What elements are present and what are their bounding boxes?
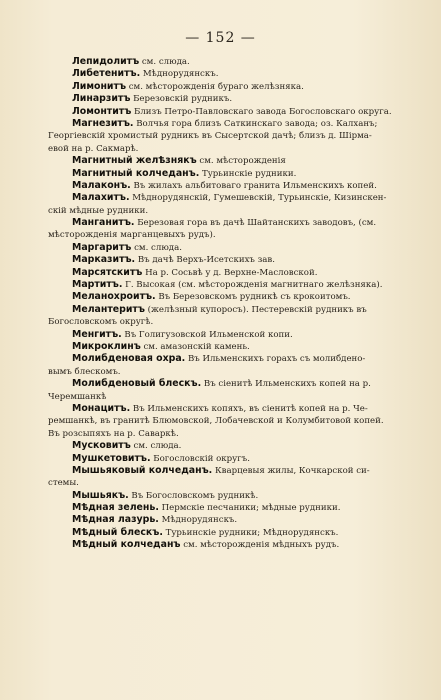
mineral-term: Маргаритъ (72, 241, 132, 253)
mineral-term: Лепидолитъ (72, 56, 140, 67)
entry-line (48, 353, 408, 365)
mineral-term: Мѣдный блескъ. (72, 526, 163, 538)
mineral-term: Микроклинъ (72, 340, 141, 352)
entry-line (48, 539, 408, 551)
mineral-term: Мѣдная лазурь. (72, 514, 159, 526)
entry-line (48, 341, 408, 353)
entry-text: Пермскіе песчаники; мѣдные рудники. (161, 503, 341, 514)
page-number: — 152 — (185, 30, 256, 46)
mineral-term: Меланохроитъ. (72, 291, 156, 303)
entry-text: см. амазонскій камень. (143, 341, 250, 352)
entry-text: стемы. (48, 478, 79, 489)
entry-line (48, 378, 408, 390)
entry-continuation (48, 229, 408, 241)
mineral-term: Менгитъ. (72, 328, 122, 340)
entry-line (48, 329, 408, 341)
entry-text: Въ сіенитѣ Ильменскихъ копей на р. (203, 379, 371, 390)
mineral-term: Мушкетовитъ. (72, 452, 151, 464)
entry-text: Мѣднорудянскій, Гумешевскій, Турьинскіе, Кизинскен- (132, 193, 387, 204)
entry-text: Мѣднорудянскъ. (161, 515, 238, 526)
entry-continuation (48, 143, 408, 155)
mineral-term: Мѣдная зелень. (72, 502, 159, 514)
mineral-term: Лимонитъ (72, 80, 126, 92)
entry-continuation (48, 391, 408, 403)
entry-line (48, 291, 408, 303)
mineral-term: Либетенитъ. (72, 68, 141, 80)
entry-text: см. слюда. (141, 57, 190, 67)
mineral-term: Магнезитъ. (72, 117, 134, 129)
mineral-term: Малахитъ. (72, 192, 130, 204)
mineral-term: Мелантеритъ (72, 303, 145, 315)
entry-line (48, 192, 408, 204)
entry-text: Въ Голигузовской Ильменской копи. (124, 329, 293, 340)
entry-line (48, 267, 408, 279)
entry-text: евой на р. Сакмарѣ. (48, 143, 139, 154)
mineral-term: Магнитный колчеданъ. (72, 167, 200, 179)
mineral-term: Ломонтитъ (72, 105, 132, 117)
entry-text: ремшанкѣ, въ гранитѣ Блюмовской, Лобачевской и Колумбитовой копей. (48, 416, 384, 427)
entry-line (48, 304, 408, 316)
entry-text: Георгіевскій хромистый рудникъ въ Сысертской дачѣ; близъ д. Шірма- (48, 131, 372, 142)
entry-line (48, 180, 408, 192)
entry-text: скій мѣдные рудники. (48, 205, 149, 216)
entry-text: Мѣднорудянскъ. (142, 69, 219, 80)
entry-text: см. слюда. (134, 242, 182, 253)
entry-text: см. мѣсторожденія мѣдныхъ рудъ. (183, 540, 340, 551)
entry-text: Въ Ильменскихъ копяхъ, въ сіенитѣ копей на р. Че- (132, 403, 368, 414)
entry-text: Въ Березовскомъ рудникѣ съ крокоитомъ. (158, 292, 351, 303)
entry-line (48, 254, 408, 266)
entry-text: мѣсторожденія марганцевыхъ рудъ). (48, 230, 216, 241)
entry-line (48, 118, 408, 130)
entry-line (48, 242, 408, 254)
entry-line (48, 155, 408, 167)
entry-line (48, 527, 408, 539)
entry-text: Богословскомъ округѣ. (48, 317, 154, 328)
entry-text: Близъ Петро-Павловскаго завода Богословскаго округа. (134, 106, 392, 117)
entry-continuation (48, 205, 408, 217)
entry-text: Въ дачѣ Верхъ-Исетскихъ зав. (137, 255, 275, 266)
mineral-term: Марказитъ. (72, 254, 136, 266)
entry-text: Кварцевыя жилы, Кочкарской си- (214, 465, 370, 476)
mineral-term: Молибденовый блескъ. (72, 378, 202, 390)
entry-continuation (48, 415, 408, 427)
entry-line (48, 93, 408, 105)
entry-line (48, 279, 408, 291)
entry-line (48, 106, 408, 118)
entry-line (48, 403, 408, 415)
entry-text: см. мѣсторожденія (199, 156, 286, 167)
mineral-term: Мышьяковый колчеданъ. (72, 464, 213, 476)
entries-body (48, 56, 408, 552)
mineral-term: Мѣдный колчеданъ (72, 539, 181, 551)
entry-text: Г. Высокая (см. мѣсторожденія магнитнаго желѣзняка). (125, 280, 383, 291)
entry-line (48, 453, 408, 465)
entry-text: см. слюда. (133, 441, 182, 452)
mineral-term: Мышьякъ. (72, 489, 129, 501)
mineral-term: Магнитный желѣзнякъ (72, 155, 197, 167)
entry-text: см. мѣсторожденія бураго желѣзняка. (128, 81, 304, 92)
entry-text: Въ Ильменскихъ горахъ съ молибдено- (187, 354, 366, 365)
entry-text: Турьинскіе рудники; Мѣднорудянскъ. (165, 527, 339, 538)
mineral-term: Марсятскитъ (72, 266, 143, 278)
entry-line (48, 465, 408, 477)
entry-text: вымъ блескомъ. (48, 366, 121, 377)
entry-continuation (48, 428, 408, 440)
entry-line (48, 217, 408, 229)
entry-line (48, 440, 408, 452)
entry-text: Березовая гора въ дачѣ Шайтанскихъ заводовъ, (см. (137, 218, 377, 229)
entry-line (48, 68, 408, 80)
entry-text: Волчья гора близъ Саткинскаго завода; оз. Калханъ; (136, 118, 378, 129)
entry-continuation (48, 366, 408, 378)
entry-line (48, 514, 408, 526)
mineral-term: Линарзитъ (72, 93, 131, 105)
mineral-term: Мусковитъ (72, 440, 131, 452)
mineral-term: Мартитъ. (72, 279, 123, 291)
mineral-term: Манганитъ. (72, 217, 135, 229)
entry-line (48, 81, 408, 93)
entry-text: На р. Сосьвѣ у д. Верхне-Масловской. (145, 267, 318, 278)
mineral-term: Малаконъ. (72, 179, 131, 191)
entry-line (48, 490, 408, 502)
mineral-term: Монацитъ. (72, 402, 131, 414)
entry-continuation (48, 130, 408, 142)
entry-line (48, 168, 408, 180)
entry-continuation (48, 316, 408, 328)
entry-text: Въ Богословскомъ рудникѣ. (131, 490, 259, 501)
entry-text: Березовскій рудникъ. (133, 94, 233, 105)
entry-line (48, 502, 408, 514)
entry-continuation (48, 477, 408, 489)
entry-text: Черемшанкѣ (48, 391, 107, 402)
entry-text: Турьинскіе рудники. (202, 168, 297, 179)
entry-line (48, 56, 408, 68)
entry-text: Въ розсыпяхъ на р. Саваркѣ. (48, 428, 179, 439)
entry-text: Богословскій округъ. (153, 453, 250, 464)
entry-text: Въ жилахъ альбитоваго гранита Ильменскихъ копей. (133, 180, 377, 191)
mineral-term: Молибденовая охра. (72, 353, 186, 365)
entry-text: (желѣзный купоросъ). Пестеревскій рудникъ въ (147, 304, 367, 315)
